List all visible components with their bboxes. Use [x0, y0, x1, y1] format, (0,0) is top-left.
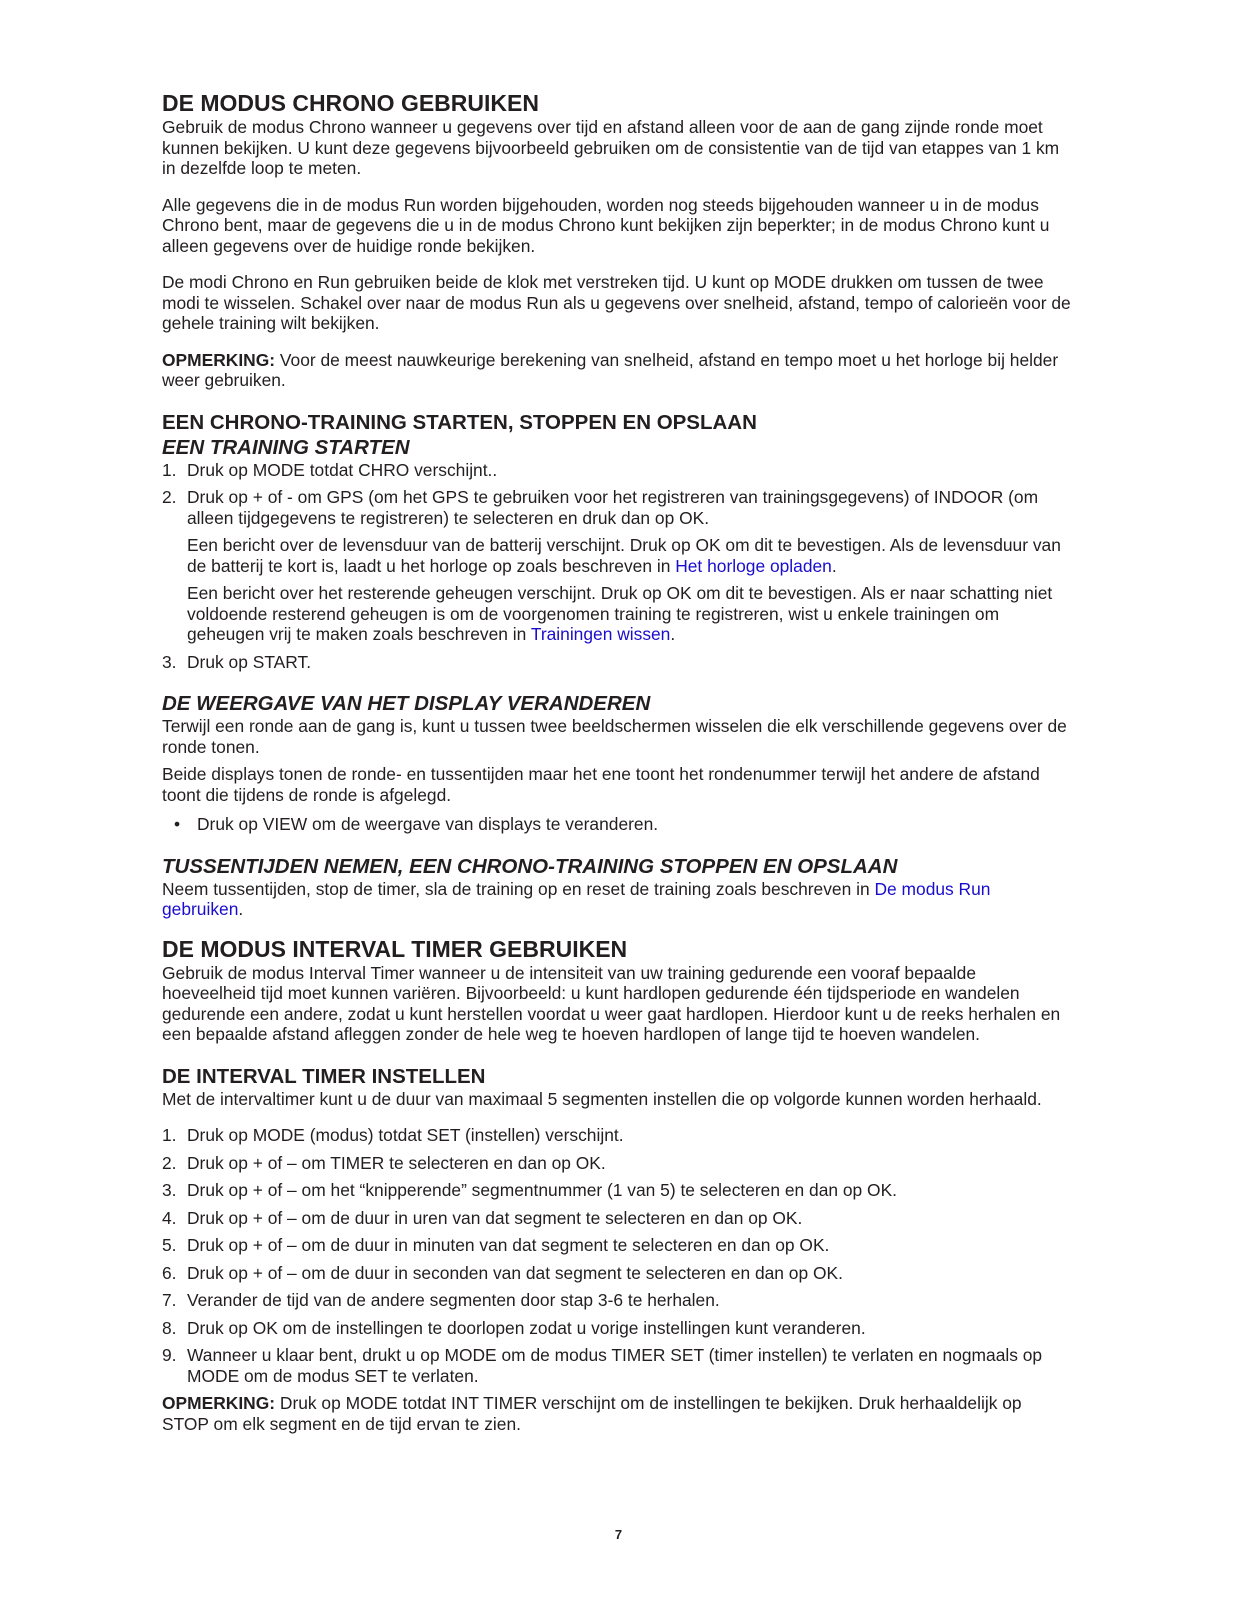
- list-item: [162, 1318, 1072, 1339]
- list-item: [162, 1208, 1072, 1229]
- note-text: Voor de meest nauwkeurige berekening van snelheid, afstand en tempo moet u het horloge bij helder weer gebruiken.: [162, 349, 1059, 390]
- list-item: [162, 1235, 1072, 1256]
- laps-end: .: [238, 899, 244, 919]
- display-bullets: [162, 814, 1072, 835]
- note-text: Druk op MODE totdat INT TIMER verschijnt om de instellingen te bekijken. Druk herhaaldelijk op STOP om elk segment en de tijd ervan te zien.: [162, 1393, 1022, 1434]
- list-item: [162, 814, 1072, 835]
- heading-interval-timer-mode: DE MODUS INTERVAL TIMER GEBRUIKEN: [162, 935, 628, 962]
- heading-chrono-mode: DE MODUS CHRONO GEBRUIKEN: [162, 90, 539, 116]
- step-number: 6.: [162, 1262, 177, 1283]
- start-training-steps: [162, 460, 1072, 673]
- list-item: [162, 460, 1072, 481]
- link-run-mode[interactable]: De modus Run gebruiken: [162, 878, 991, 919]
- memory-text: Een bericht over het resterende geheugen verschijnt. Druk op OK om dit te bevestigen. Als er naar schatting niet voldoende resterend geheugen is om de voorgenomen training te registreren, wist u enkele trainingen om geheugen vrij te maken zoals beschreven in: [187, 583, 1053, 644]
- list-item: [162, 1125, 1072, 1146]
- note-label: OPMERKING:: [162, 1393, 276, 1413]
- step-number: 7.: [162, 1290, 177, 1310]
- step-text: Druk op + of – om de duur in seconden van dat segment te selecteren en dan op OK.: [187, 1262, 843, 1283]
- list-item: [162, 1180, 1072, 1201]
- step-number: 3.: [162, 651, 177, 672]
- note-label: OPMERKING:: [162, 349, 276, 370]
- list-item: [162, 1153, 1072, 1174]
- heading-set-interval-timer: DE INTERVAL TIMER INSTELLEN: [162, 1064, 486, 1088]
- page-content: [162, 0, 1072, 1434]
- battery-text: Een bericht over de levensduur van de batterij verschijnt. Druk op OK om dit te bevestigen. Als de levensduur van de batterij te kort is, laadt u het horloge op zoals beschreven in: [187, 535, 1061, 576]
- step-text: Druk op START.: [187, 651, 312, 672]
- step-number: 5.: [162, 1235, 177, 1255]
- interval-setup-intro: Met de intervaltimer kunt u de duur van maximaal 5 segmenten instellen die op volgorde kunnen worden herhaald.: [162, 1088, 1042, 1109]
- step-number: 1.: [162, 1125, 177, 1145]
- chrono-clock-paragraph: De modi Chrono en Run gebruiken beide de klok met verstreken tijd. U kunt op MODE drukken om tussen de twee modi te wisselen. Schakel over naar de modus Run als u gegevens over snelheid, afstand, tempo of calorieën voor de gehele training wilt bekijken.: [162, 272, 1071, 333]
- laps-paragraph: [162, 879, 1072, 920]
- step-text: Druk op + of – om het “knipperende” segmentnummer (1 van 5) te selecteren en dan op OK.: [187, 1180, 898, 1200]
- list-item: [162, 652, 1072, 673]
- display-paragraph-1: Terwijl een ronde aan de gang is, kunt u tussen twee beeldschermen wisselen die elk verschillende gegevens over de ronde tonen.: [162, 716, 1067, 757]
- interval-steps: [162, 1125, 1072, 1386]
- step-text: Druk op + of – om TIMER te selecteren en dan op OK.: [187, 1152, 606, 1173]
- link-delete-trainings[interactable]: Trainingen wissen: [530, 624, 671, 644]
- step-text: Druk op + of – om de duur in minuten van dat segment te selecteren en dan op OK.: [187, 1235, 830, 1255]
- step-text: Druk op MODE (modus) totdat SET (instellen) verschijnt.: [187, 1125, 624, 1145]
- display-paragraph-2: Beide displays tonen de ronde- en tussentijden maar het ene toont het rondenummer terwijl het andere de afstand toont die tijdens de ronde is afgelegd.: [162, 764, 1040, 805]
- memory-end: .: [670, 624, 676, 644]
- chrono-run-paragraph: Alle gegevens die in de modus Run worden bijgehouden, worden nog steeds bijgehouden wanneer u in de modus Chrono bent, maar de gegevens die u in de modus Chrono kunt bekijken zijn beperkter; in de modus Chrono kunt u alleen gegevens over de huidige ronde bekijken.: [162, 194, 1050, 256]
- battery-message: [187, 535, 1072, 576]
- bullet-text: Druk op VIEW om de weergave van displays te veranderen.: [197, 814, 659, 834]
- step-number: 8.: [162, 1317, 177, 1338]
- bullet-icon: •: [174, 814, 181, 834]
- step-text: Druk op MODE totdat CHRO verschijnt..: [187, 459, 498, 480]
- step-text: Druk op + of - om GPS (om het GPS te gebruiken voor het registreren van trainingsgegevens) of INDOOR (om alleen tijdgegevens te registreren) te selecteren en druk dan op OK.: [187, 487, 1039, 528]
- list-item: [162, 1263, 1072, 1284]
- step-number: 4.: [162, 1207, 177, 1228]
- heading-chrono-training: EEN CHRONO-TRAINING STARTEN, STOPPEN EN OPSLAAN: [162, 410, 757, 434]
- step-text: Verander de tijd van de andere segmenten door stap 3-6 te herhalen.: [187, 1290, 720, 1310]
- heading-change-display: DE WEERGAVE VAN HET DISPLAY VERANDEREN: [162, 692, 651, 715]
- step-text: Druk op + of – om de duur in uren van dat segment te selecteren en dan op OK.: [187, 1207, 803, 1228]
- step-number: 9.: [162, 1345, 177, 1365]
- page-number: 7: [614, 1527, 623, 1542]
- step-text: Wanneer u klaar bent, drukt u op MODE om de modus TIMER SET (timer instellen) te verlaten en nogmaals op MODE om de modus SET te verlaten.: [187, 1345, 1043, 1386]
- step-text: Druk op OK om de instellingen te doorlopen zodat u vorige instellingen kunt veranderen.: [187, 1317, 866, 1338]
- step-number: 3.: [162, 1180, 177, 1200]
- step-number: 2.: [162, 1152, 177, 1173]
- memory-message: [187, 583, 1072, 645]
- list-item: [162, 1345, 1072, 1386]
- heading-laps-stop-save: TUSSENTIJDEN NEMEN, EEN CHRONO-TRAINING STOPPEN EN OPSLAAN: [162, 854, 898, 878]
- list-item: [162, 487, 1072, 645]
- laps-text: Neem tussentijden, stop de timer, sla de training op en reset de training zoals beschreven in: [162, 878, 875, 899]
- step-number: 2.: [162, 487, 177, 507]
- list-item: [162, 1290, 1072, 1311]
- interval-intro-paragraph: Gebruik de modus Interval Timer wanneer u de intensiteit van uw training gedurende een vooraf bepaalde hoeveelheid tijd moet kunnen variëren. Bijvoorbeeld: u kunt hardlopen gedurende één tijdsperiode en wandelen gedurende een andere, zodat u kunt herstellen voordat u weer gaat hardlopen. Hierdoor kunt u de reeks herhalen en een bepaalde afstand afleggen zonder de hele weg te hoeven hardlopen of lange tijd te hoeven wandelen.: [162, 962, 1061, 1044]
- heading-start-training: EEN TRAINING STARTEN: [162, 435, 410, 459]
- step-number: 1.: [162, 459, 177, 480]
- link-charge-watch[interactable]: Het horloge opladen: [675, 555, 832, 576]
- interval-note: [162, 1393, 1072, 1434]
- chrono-intro-paragraph: Gebruik de modus Chrono wanneer u gegevens over tijd en afstand alleen voor de aan de gang zijnde ronde moet kunnen bekijken. U kunt deze gegevens bijvoorbeeld gebruiken om de consistentie van de tijd van etappes van 1 km in dezelfde loop te meten.: [162, 117, 1060, 178]
- battery-end: .: [831, 555, 837, 576]
- chrono-note: [162, 350, 1072, 391]
